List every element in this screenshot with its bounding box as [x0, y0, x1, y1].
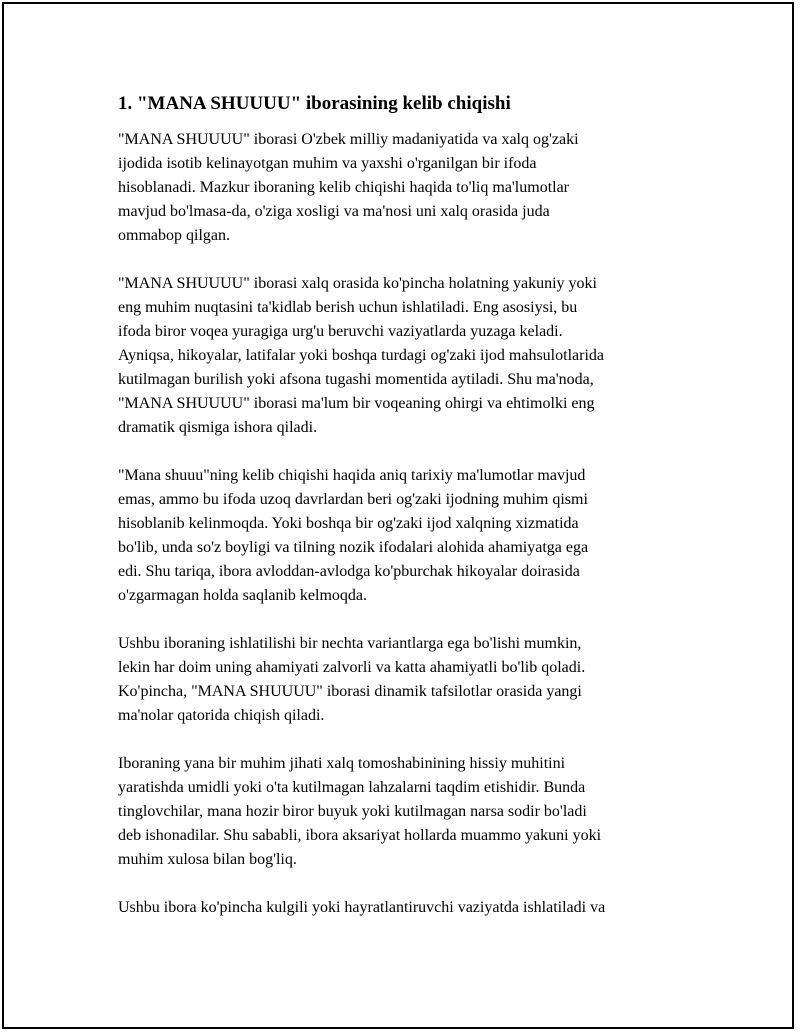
- text-line: ifoda biror voqea yuragiga urg'u beruvchi vaziyatlarda yuzaga keladi.: [118, 323, 563, 340]
- text-line: deb ishonadilar. Shu sababli, ibora aksariyat hollarda muammo yakuni yoki: [118, 827, 602, 844]
- text-line: kutilmagan burilish yoki afsona tugashi momentida aytiladi. Shu ma'noda,: [118, 371, 594, 388]
- paragraph: [118, 272, 693, 440]
- text-line: "MANA SHUUUU" iborasi O'zbek milliy madaniyatida va xalq og'zaki: [118, 131, 579, 148]
- paragraph: [118, 896, 693, 920]
- text-line: emas, ammo bu ifoda uzoq davrlardan beri og'zaki ijodning muhim qismi: [118, 491, 588, 508]
- text-line: yaratishda umidli yoki o'ta kutilmagan lahzalarni taqdim etishidir. Bunda: [118, 779, 586, 796]
- text-line: tinglovchilar, mana hozir biror buyuk yoki kutilmagan narsa sodir bo'ladi: [118, 803, 587, 820]
- text-line: Ushbu ibora ko'pincha kulgili yoki hayratlantiruvchi vaziyatda ishlatiladi va: [118, 899, 606, 916]
- paragraph: [118, 752, 693, 872]
- paragraph: [118, 464, 693, 608]
- text-line: hisoblanib kelinmoqda. Yoki boshqa bir og'zaki ijod xalqning xizmatida: [118, 515, 579, 532]
- text-line: "Mana shuuu"ning kelib chiqishi haqida aniq tarixiy ma'lumotlar mavjud: [118, 467, 586, 484]
- text-line: Ko'pincha, "MANA SHUUUU" iborasi dinamik tafsilotlar orasida yangi: [118, 683, 582, 700]
- text-line: muhim xulosa bilan bog'liq.: [118, 851, 297, 868]
- text-line: hisoblanadi. Mazkur iboraning kelib chiqishi haqida to'liq ma'lumotlar: [118, 179, 570, 196]
- text-line: ommabop qilgan.: [118, 227, 230, 244]
- section-heading: 1. "MANA SHUUUU" iborasining kelib chiqishi: [118, 93, 511, 114]
- text-line: Ushbu iboraning ishlatilishi bir nechta variantlarga ega bo'lishi mumkin,: [118, 635, 582, 652]
- text-line: dramatik qismiga ishora qiladi.: [118, 419, 318, 436]
- text-line: bo'lib, unda so'z boyligi va tilning nozik ifodalari alohida ahamiyatga ega: [118, 539, 589, 556]
- text-line: lekin har doim uning ahamiyati zalvorli va katta ahamiyatli bo'lib qoladi.: [118, 659, 586, 676]
- text-line: "MANA SHUUUU" iborasi ma'lum bir voqeaning ohirgi va ehtimolki eng: [118, 395, 595, 412]
- text-line: edi. Shu tariqa, ibora avloddan-avlodga ko'pburchak hikoyalar doirasida: [118, 563, 580, 580]
- document-body: [118, 92, 693, 944]
- text-line: mavjud bo'lmasa-da, o'ziga xosligi va ma'nosi uni xalq orasida juda: [118, 203, 550, 220]
- text-line: eng muhim nuqtasini ta'kidlab berish uchun ishlatiladi. Eng asosiysi, bu: [118, 299, 578, 316]
- text-line: Iboraning yana bir muhim jihati xalq tomoshabinining hissiy muhitini: [118, 755, 566, 772]
- text-line: ijodida isotib kelinayotgan muhim va yaxshi o'rganilgan bir ifoda: [118, 155, 537, 172]
- text-line: ma'nolar qatorida chiqish qiladi.: [118, 707, 325, 724]
- paragraph: [118, 632, 693, 728]
- text-line: "MANA SHUUUU" iborasi xalq orasida ko'pincha holatning yakuniy yoki: [118, 275, 597, 292]
- text-line: o'zgarmagan holda saqlanib kelmoqda.: [118, 587, 368, 604]
- text-line: Ayniqsa, hikoyalar, latifalar yoki boshqa turdagi og'zaki ijod mahsulotlarida: [118, 347, 604, 364]
- paragraph: [118, 128, 693, 248]
